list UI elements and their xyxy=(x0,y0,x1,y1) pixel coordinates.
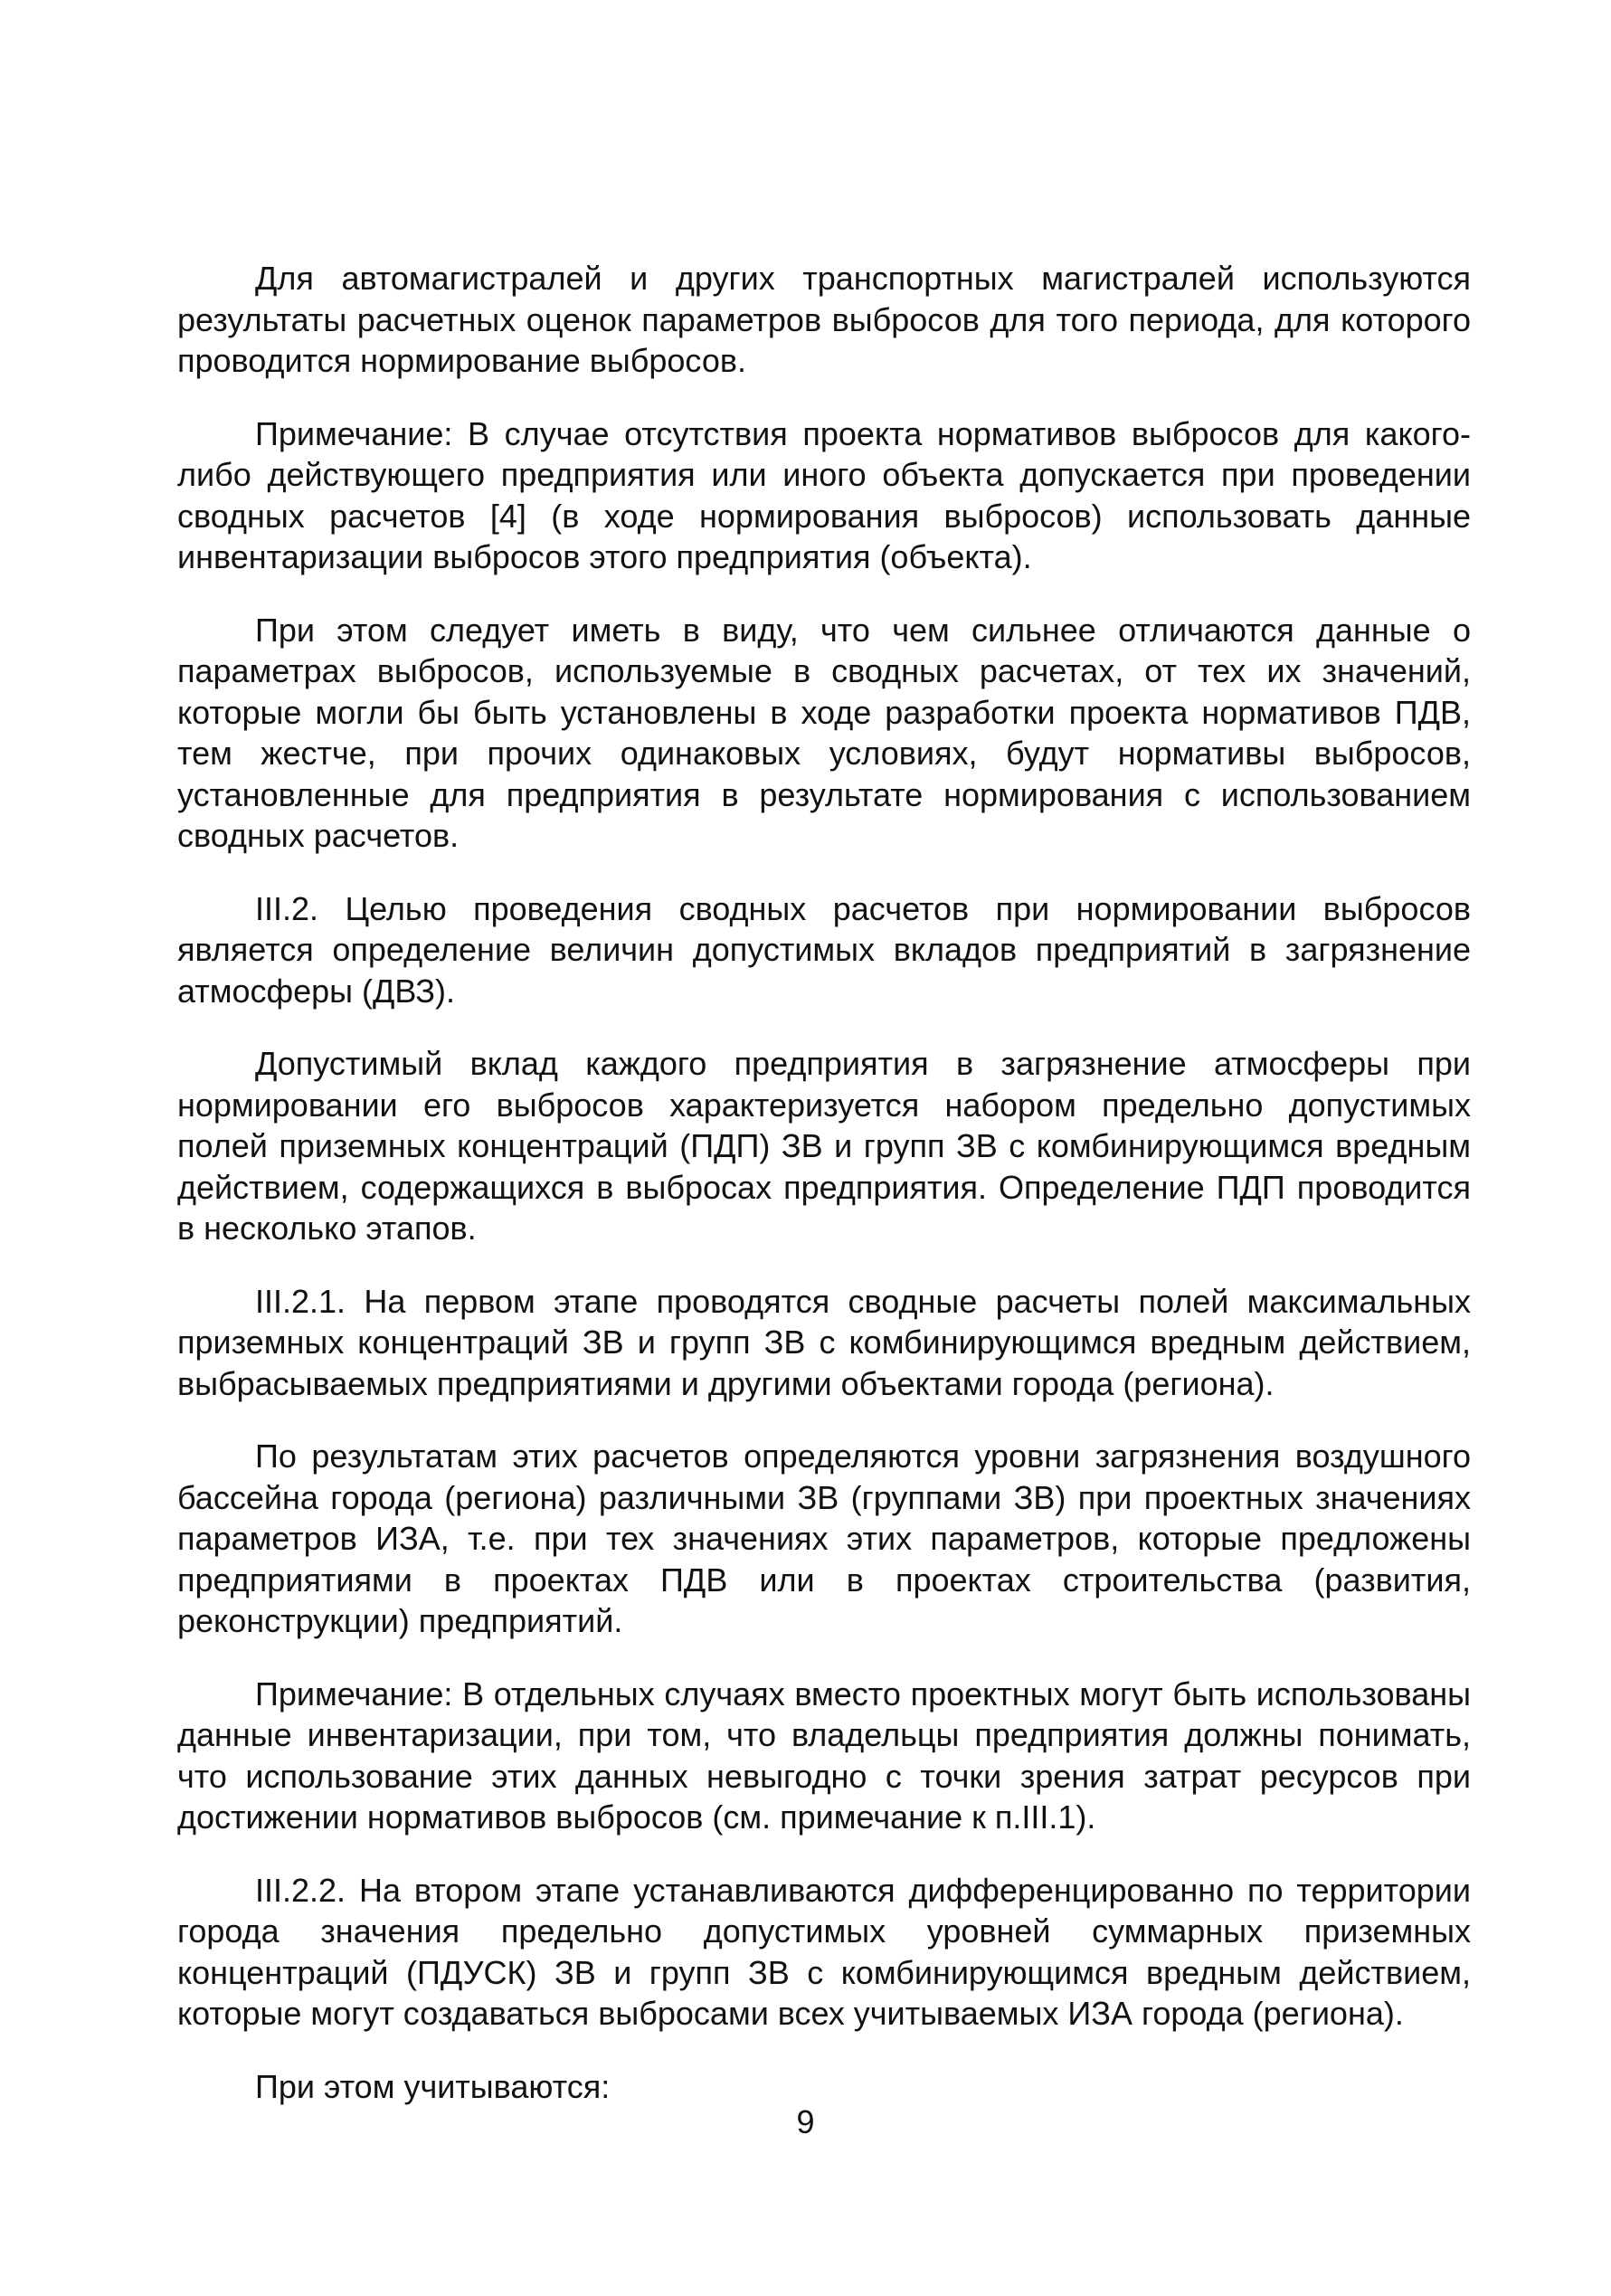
paragraph-6: III.2.1. На первом этапе проводятся сводные расчеты полей максимальных приземных концентраций ЗВ и групп ЗВ с комбинирующимся вредным действием, выбрасываемых предприятиями и другими объектами города (региона). xyxy=(177,1282,1471,1402)
paragraph-3: При этом следует иметь в виду, что чем сильнее отличаются данные о параметрах выбросов, используемые в сводных расчетах, от тех их значений, которые могли бы быть установлены в ходе разработки проекта нормативов ПДВ, тем жестче, при прочих одинаковых условиях, будут нормативы выбросов, установленные для предприятия в результате нормирования с использованием сводных расчетов. xyxy=(177,611,1471,854)
paragraph-7: По результатам этих расчетов определяются уровни загрязнения воздушного бассейна города (региона) различными ЗВ (группами ЗВ) при проектных значениях параметров ИЗА, т.е. при тех значениях этих параметров, которые предложены предприятиями в проектах ПДВ или в проектах строительства (развития, реконструкции) предприятий. xyxy=(177,1437,1471,1639)
paragraph-8: Примечание: В отдельных случаях вместо проектных могут быть использованы данные инвентаризации, при том, что владельцы предприятия должны понимать, что использование этих данных невыгодно с точки зрения затрат ресурсов при достижении нормативов выбросов (см. примечание к п.III.1). xyxy=(177,1675,1471,1836)
paragraph-4: III.2. Целью проведения сводных расчетов при нормировании выбросов является определение величин допустимых вкладов предприятий в загрязнение атмосферы (ДВЗ). xyxy=(177,889,1471,1010)
paragraph-9: III.2.2. На втором этапе устанавливаются дифференцированно по территории города значения предельно допустимых уровней суммарных приземных концентраций (ПДУСК) ЗВ и групп ЗВ с комбинирующимся вредным действием, которые могут создаваться выбросами всех учитываемых ИЗА города (региона). xyxy=(177,1871,1471,2032)
paragraph-10: При этом учитываются: xyxy=(255,2067,611,2105)
paragraph-5: Допустимый вклад каждого предприятия в загрязнение атмосферы при нормировании его выбросов характеризуется набором предельно допустимых полей приземных концентраций (ПДП) ЗВ и групп ЗВ с комбинирующимся вредным действием, содержащихся в выбросах предприятия. Определение ПДП проводится в несколько этапов. xyxy=(177,1045,1471,1247)
body-text xyxy=(177,258,1471,2139)
paragraph-1: Для автомагистралей и других транспортных магистралей используются результаты расчетных оценок параметров выбросов для того периода, для которого проводится нормирование выбросов. xyxy=(177,260,1471,379)
paragraph-2: Примечание: В случае отсутствия проекта нормативов выбросов для какого-либо действующего предприятия или иного объекта допускается при проведении сводных расчетов [4] (в ходе нормирования выбросов) использовать данные инвентаризации выбросов этого предприятия (объекта). xyxy=(177,414,1471,575)
page-number: 9 xyxy=(796,2103,815,2140)
